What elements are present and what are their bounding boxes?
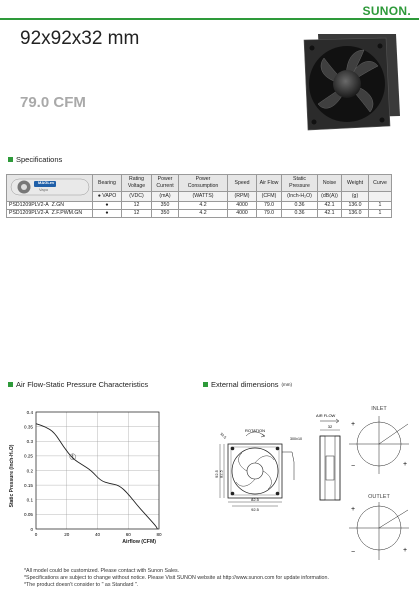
pq-x-tick-label: 20 xyxy=(64,532,70,537)
unit-consumption: (WATTS) xyxy=(179,192,228,202)
dim-32: 32 xyxy=(327,424,333,429)
cell-pressure: 0.36 xyxy=(282,202,318,210)
unit-noise: (dB(A)) xyxy=(318,192,342,202)
unit-speed: (RPM) xyxy=(228,192,257,202)
pq-ylabel: Static Pressure (Inch-H₂O) xyxy=(9,444,15,508)
pq-y-tick-label: 0.15 xyxy=(24,482,33,488)
pq-x-tick-label: 60 xyxy=(125,532,131,537)
footnote: *All model could be customized. Please contact with Sunon Sales. xyxy=(24,568,180,574)
unit-airflow: (CFM) xyxy=(257,192,282,202)
dims-unit: (mm) xyxy=(281,382,293,387)
cell-speed: 4000 xyxy=(228,202,257,210)
unit-current: (mA) xyxy=(152,192,179,202)
pq-x-tick-label: 0 xyxy=(34,532,38,537)
col-power-current: Power Current xyxy=(152,175,179,192)
cell-consumption: 4.2 xyxy=(179,210,228,218)
model-number: PSD1209PLV2-A xyxy=(9,210,49,216)
dim-92-5-left: 92.5 xyxy=(214,470,219,478)
cell-airflow: 79.0 xyxy=(257,210,282,218)
col-air-flow: Air Flow xyxy=(257,175,282,192)
col-static-pressure: Static Pressure xyxy=(282,175,318,192)
cell-airflow: 79.0 xyxy=(257,202,282,210)
cable-length-label: 300±10 xyxy=(290,437,302,441)
fan-product-image xyxy=(300,26,402,134)
pq-y-tick-label: 0.25 xyxy=(24,453,33,459)
dim-82-5-bottom: 82.5 xyxy=(251,497,259,502)
unit-voltage: (VDC) xyxy=(122,192,152,202)
model-suffix: Z.F.PWM.GN xyxy=(51,210,83,216)
inlet-diagram xyxy=(349,406,409,474)
product-size-title: 92x92x32 mm xyxy=(20,28,140,49)
pq-heading xyxy=(8,380,148,389)
cell-current: 350 xyxy=(152,202,179,210)
brand-logo: SUNON. xyxy=(362,4,411,18)
pq-x-tick-label: 80 xyxy=(156,532,162,537)
inlet-label: INLET xyxy=(371,406,387,412)
footnote: *The product doesn't consider to " as Standard ". xyxy=(24,582,139,589)
col-noise: Noise xyxy=(318,175,342,192)
plus-icon: + xyxy=(350,506,356,513)
section-bullet-icon xyxy=(203,382,208,387)
cell-pressure: 0.36 xyxy=(282,210,318,218)
airflow-rating: 79.0 CFM xyxy=(20,94,86,111)
section-bullet-icon xyxy=(8,382,13,387)
model-number: PSD1209PLV2-A xyxy=(9,202,49,208)
col-speed: Speed xyxy=(228,175,257,192)
spec-table-wrap xyxy=(6,174,392,218)
cell-curve: 1 xyxy=(369,202,392,210)
outlet-diagram xyxy=(349,494,409,560)
col-weight: Weight xyxy=(342,175,369,192)
cell-noise: 42.1 xyxy=(318,202,342,210)
table-row xyxy=(7,202,392,210)
dimension-drawing xyxy=(204,396,417,564)
outlet-label: OUTLET xyxy=(368,494,390,500)
col-rating-voltage: Rating Voltage xyxy=(122,175,152,192)
airflow-label: AIR FLOW xyxy=(316,413,336,418)
pq-y-ticks xyxy=(24,410,33,532)
dims-heading-text: External dimensions xyxy=(211,380,279,389)
maglev-logo-sub: Vapo xyxy=(39,187,49,192)
brand-divider xyxy=(0,18,419,20)
pq-y-tick-label: 0 xyxy=(30,526,33,532)
cell-speed: 4000 xyxy=(228,210,257,218)
pq-y-tick-label: 0.2 xyxy=(26,468,33,474)
pq-curve-line xyxy=(36,424,157,529)
cell-bearing: ● xyxy=(93,210,122,218)
section-bullet-icon xyxy=(8,157,13,162)
minus-icon: − xyxy=(350,549,356,556)
pq-grid xyxy=(36,412,159,529)
rotation-label: ROTATION xyxy=(244,428,266,433)
dim-82-5-left: 82.5 xyxy=(218,470,224,478)
unit-bearing: ● VAPO xyxy=(93,192,122,202)
unit-pressure: (Inch-H₂O) xyxy=(282,192,318,202)
plus-icon: + xyxy=(350,421,356,428)
cell-weight: 136.0 xyxy=(342,210,369,218)
col-bearing: Bearing xyxy=(93,175,122,192)
unit-curve xyxy=(369,192,392,202)
cell-bearing: ● xyxy=(93,202,122,210)
maglev-logo-text: MAGLev xyxy=(38,180,55,185)
model-cell xyxy=(7,202,93,210)
dims-heading xyxy=(203,380,292,389)
cell-voltage: 12 xyxy=(122,202,152,210)
pq-curve-label: 1 xyxy=(71,454,75,461)
specifications-heading xyxy=(8,155,62,164)
col-power-consumption: Power Consumption xyxy=(179,175,228,192)
model-suffix: Z.GN xyxy=(51,202,64,208)
rotation-arrow-icon xyxy=(261,434,265,437)
cell-noise: 42.1 xyxy=(318,210,342,218)
pq-y-tick-label: 0.1 xyxy=(26,497,33,503)
plus-icon: + xyxy=(402,461,408,468)
minus-icon: − xyxy=(350,463,356,470)
dim-92-5-bottom: 92.5 xyxy=(251,507,259,512)
pq-y-tick-label: 0.3 xyxy=(26,439,33,445)
maglev-logo-cell xyxy=(7,175,93,202)
cell-consumption: 4.2 xyxy=(179,202,228,210)
pq-y-tick-label: 0.05 xyxy=(24,512,33,518)
footnotes xyxy=(24,568,329,590)
plus-icon: + xyxy=(402,547,408,554)
model-cell xyxy=(7,210,93,218)
specifications-heading-text: Specifications xyxy=(16,155,63,164)
table-row xyxy=(7,210,392,218)
cell-voltage: 12 xyxy=(122,210,152,218)
pq-y-tick-label: 0.35 xyxy=(24,424,33,430)
pq-x-tick-label: 40 xyxy=(94,532,101,537)
cell-weight: 136.0 xyxy=(342,202,369,210)
front-view xyxy=(214,428,302,512)
cell-current: 350 xyxy=(152,210,179,218)
unit-weight: (g) xyxy=(342,192,369,202)
side-view xyxy=(316,413,340,500)
spec-table xyxy=(6,174,392,218)
cell-curve: 1 xyxy=(369,210,392,218)
pq-heading-text: Air Flow-Static Pressure Characteristics xyxy=(16,380,149,389)
col-curve: Curve xyxy=(369,175,392,192)
dim-92-5-diag: 92.5 xyxy=(219,431,227,440)
pq-x-ticks xyxy=(35,532,162,537)
pq-y-tick-label: 0.4 xyxy=(26,409,33,415)
pq-chart xyxy=(4,398,179,548)
pq-xlabel: Airflow (CFM) xyxy=(122,539,156,545)
footnote: *Specifications are subject to change without notice. Please Visit SUNON website at http://www.sunon.com for update information. xyxy=(24,575,329,582)
